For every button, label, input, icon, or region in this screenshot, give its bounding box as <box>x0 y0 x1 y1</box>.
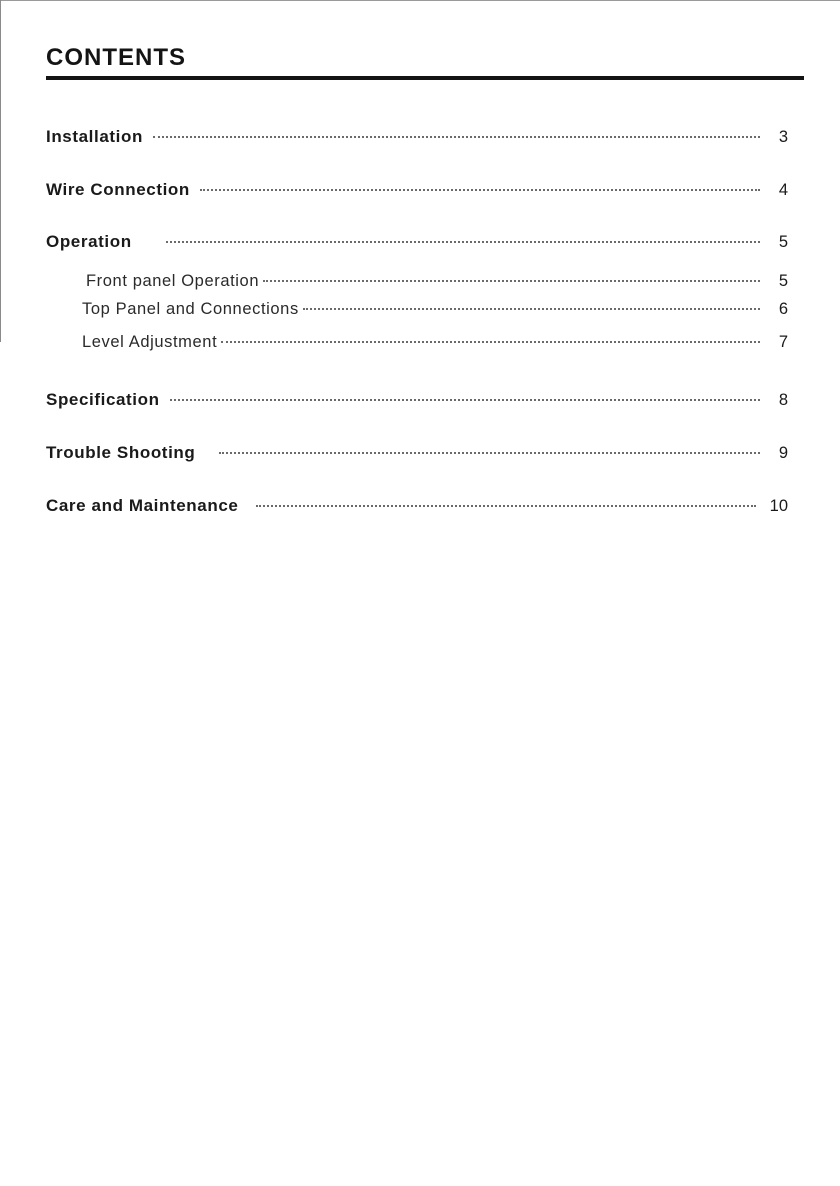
toc-entry-label: Specification <box>46 390 160 409</box>
toc-entry-page: 10 <box>769 497 788 515</box>
toc-entry-label: Trouble Shooting <box>46 443 196 462</box>
toc-entry-specification <box>46 390 788 414</box>
dot-leader <box>153 136 760 138</box>
toc-entry-label: Installation <box>46 127 143 146</box>
toc-entry-page: 4 <box>778 181 788 199</box>
dot-leader <box>303 308 760 310</box>
toc-entry-operation <box>46 232 788 256</box>
dot-leader <box>263 280 760 282</box>
page-top-edge <box>0 0 840 1</box>
dot-leader <box>200 189 760 191</box>
page-title: CONTENTS <box>46 44 186 71</box>
toc-entry-label: Level Adjustment <box>82 333 218 351</box>
toc-entry-trouble-shooting <box>46 443 788 467</box>
dot-leader <box>221 341 760 343</box>
toc-entry-page: 7 <box>778 333 788 351</box>
toc-entry-front-panel-operation <box>86 272 788 296</box>
toc-entry-label: Operation <box>46 232 132 251</box>
toc-entry-label: Care and Maintenance <box>46 496 239 515</box>
toc-entry-care-maintenance <box>46 496 788 520</box>
page-left-edge <box>0 0 1 342</box>
toc-entry-wire-connection <box>46 180 788 204</box>
toc-entry-page: 3 <box>778 128 788 146</box>
toc-entry-page: 9 <box>778 444 788 462</box>
dot-leader <box>166 241 760 243</box>
toc-entry-level-adjustment <box>82 333 788 357</box>
heading-rule <box>46 76 804 80</box>
toc-entry-installation <box>46 127 788 151</box>
toc-entry-top-panel-connections <box>82 300 788 324</box>
toc-entry-page: 5 <box>778 233 788 251</box>
toc-entry-page: 6 <box>778 300 788 318</box>
toc-entry-page: 5 <box>778 272 788 290</box>
dot-leader <box>256 505 755 507</box>
toc-entry-label: Wire Connection <box>46 180 190 199</box>
dot-leader <box>219 452 760 454</box>
toc-entry-label: Top Panel and Connections <box>82 300 299 318</box>
dot-leader <box>170 399 760 401</box>
toc-entry-page: 8 <box>778 391 788 409</box>
toc-entry-label: Front panel Operation <box>86 272 260 290</box>
